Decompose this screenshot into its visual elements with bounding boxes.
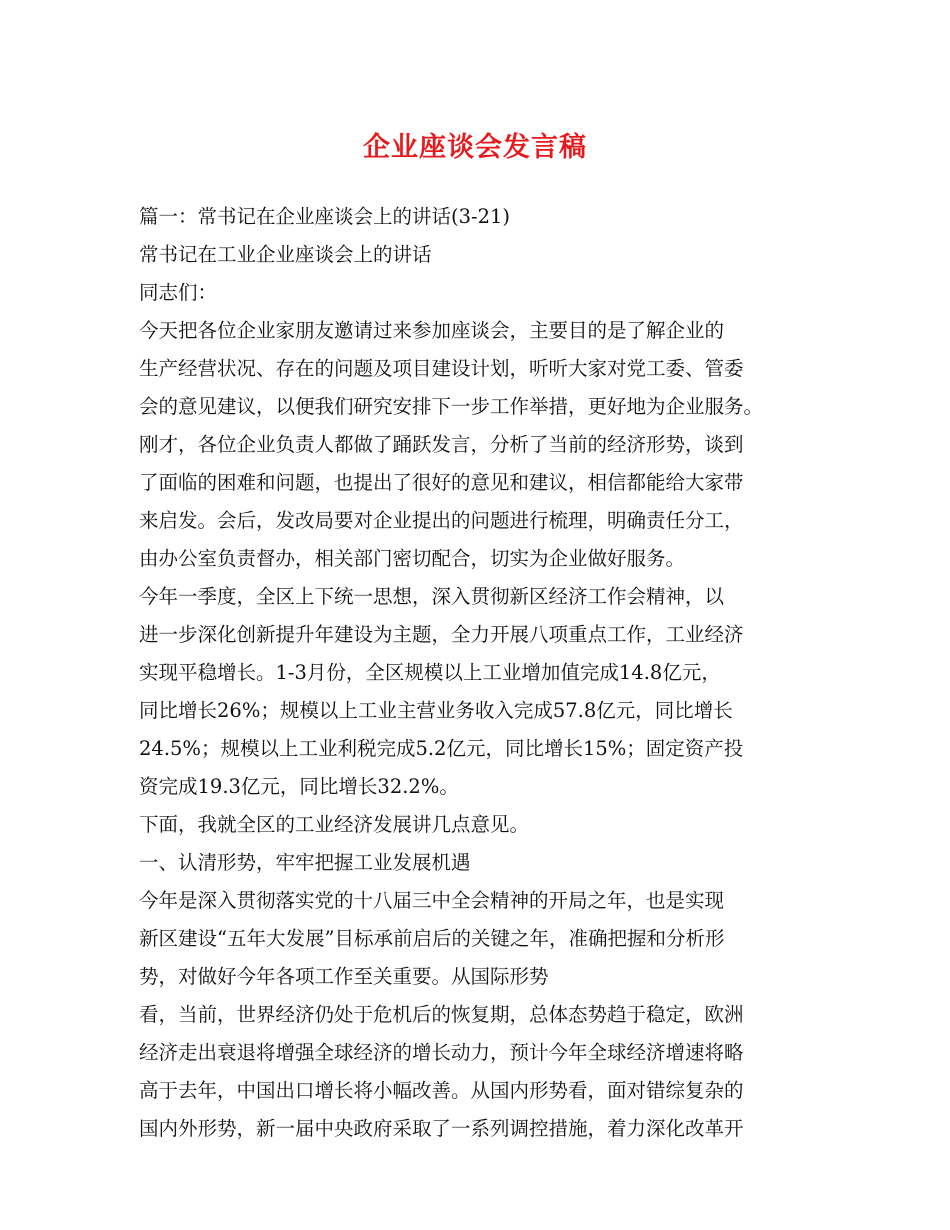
text-line: 生产经营状况、存在的问题及项目建设计划，听听大家对党工委、管委 (139, 357, 744, 380)
text-line: 势，对做好今年各项工作至关重要。从国际形势 (139, 965, 549, 988)
text-line: 实现平稳增长。1-3月份，全区规模以上工业增加值完成14.8亿元， (139, 661, 721, 684)
text-line: 刚才，各位企业负责人都做了踊跃发言，分析了当前的经济形势，谈到 (139, 433, 744, 456)
document-body (139, 198, 829, 1148)
text-line: 同比增长26%；规模以上工业主营业务收入完成57.8亿元，同比增长 (139, 699, 733, 722)
text-line: 今天把各位企业家朋友邀请过来参加座谈会，主要目的是了解企业的 (139, 319, 725, 342)
text-line: 篇一：常书记在企业座谈会上的讲话(3-21) (139, 205, 511, 228)
text-line: 来启发。会后，发改局要对企业提出的问题进行梳理，明确责任分工， (139, 509, 744, 532)
text-line: 新区建设“五年大发展”目标承前启后的关键之年，准确把握和分析形 (139, 927, 725, 950)
text-line: 由办公室负责督办，相关部门密切配合，切实为企业做好服务。 (139, 547, 686, 570)
text-line: 资完成19.3亿元，同比增长32.2%。 (139, 775, 459, 798)
text-line: 会的意见建议，以便我们研究安排下一步工作举措，更好地为企业服务。 (139, 395, 764, 418)
text-line: 24.5%；规模以上工业利税完成5.2亿元，同比增长15%；固定资产投 (139, 737, 744, 760)
text-line: 一、认清形势，牢牢把握工业发展机遇 (139, 851, 471, 874)
text-line: 今年一季度，全区上下统一思想，深入贯彻新区经济工作会精神，以 (139, 585, 725, 608)
text-line: 高于去年，中国出口增长将小幅改善。从国内形势看，面对错综复杂的 (139, 1079, 744, 1102)
text-line: 下面，我就全区的工业经济发展讲几点意见。 (139, 813, 530, 836)
text-line: 国内外形势，新一届中央政府采取了一系列调控措施，着力深化改革开 (139, 1117, 744, 1140)
text-line: 常书记在工业企业座谈会上的讲话 (139, 243, 432, 266)
text-line: 了面临的困难和问题，也提出了很好的意见和建议，相信都能给大家带 (139, 471, 744, 494)
text-line: 今年是深入贯彻落实党的十八届三中全会精神的开局之年，也是实现 (139, 889, 725, 912)
document-title: 企业座谈会发言稿 (363, 132, 587, 163)
text-line: 进一步深化创新提升年建设为主题，全力开展八项重点工作，工业经济 (139, 623, 744, 646)
text-line: 经济走出衰退将增强全球经济的增长动力，预计今年全球经济增速将略 (139, 1041, 744, 1064)
text-line: 同志们： (139, 281, 218, 304)
text-line: 看，当前，世界经济仍处于危机后的恢复期，总体态势趋于稳定，欧洲 (139, 1003, 744, 1026)
